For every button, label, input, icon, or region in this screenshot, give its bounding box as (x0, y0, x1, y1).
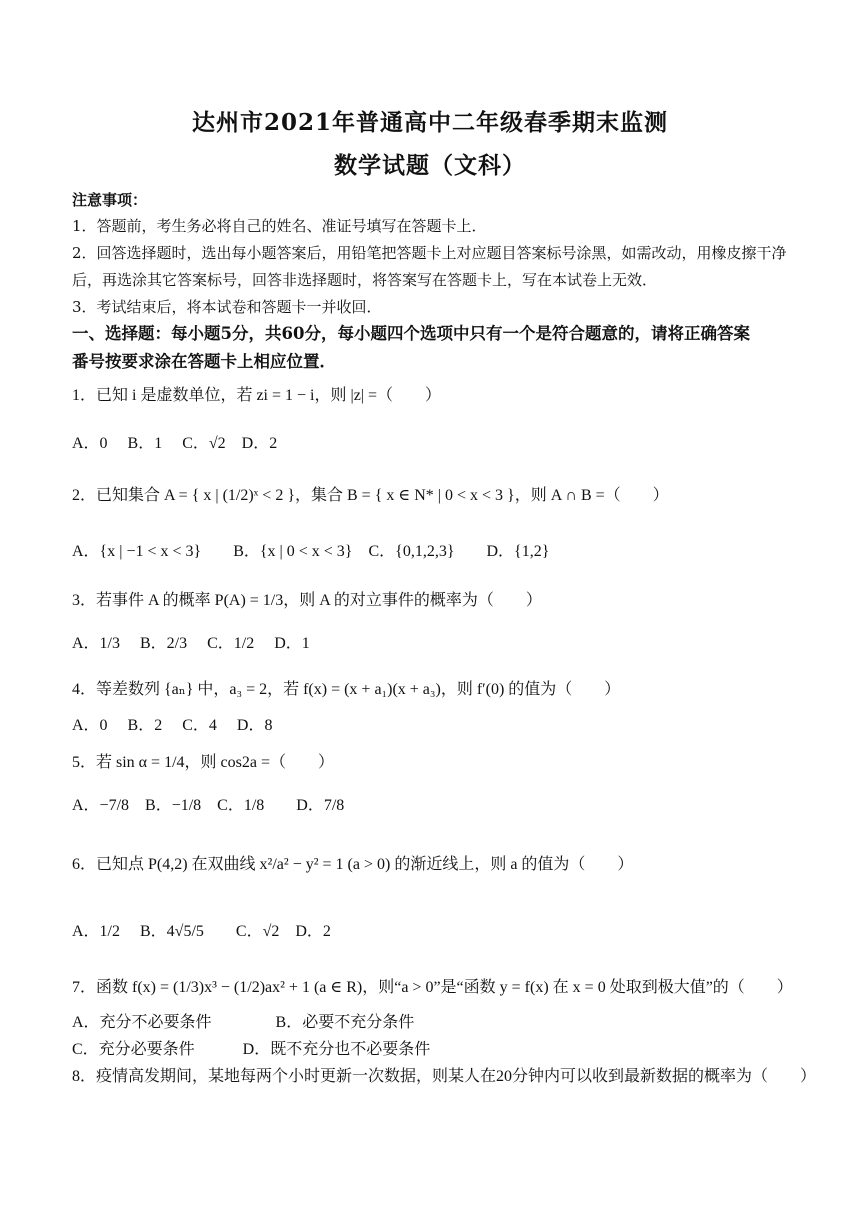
question-8-stem: 8．疫情高发期间，某地每两个小时更新一次数据，则某人在20分钟内可以收到最新数据的概率为（ ） (72, 1068, 817, 1085)
question-7-stem: 7．函数 f(x) = (1/3)x³ − (1/2)ax² + 1 (a ∈ R)，则“a > 0”是“函数 y = f(x) 在 x = 0 处取到极大值”的（ ） (72, 979, 793, 996)
question-3-options: A．1/3 B．2/3 C．1/2 D．1 (72, 635, 310, 652)
notice-item-2-cont: 后，再选涂其它答案标号，回答非选择题时，将答案写在答题卡上，写在本试卷上无效． (72, 271, 658, 289)
notice-item-1: 1．答题前，考生务必将自己的姓名、准证号填写在答题卡上． (72, 217, 487, 235)
notice-item-3: 3．考试结束后，将本试卷和答题卡一并收回． (72, 298, 382, 316)
section-heading-cont: 番号按要求涂在答题卡上相应位置． (72, 352, 336, 371)
question-2-stem: 2．已知集合 A = { x | (1/2)ˣ < 2 }，集合 B = { x ∈ N* | 0 < x < 3 }，则 A ∩ B =（ ） (72, 487, 669, 504)
question-5-stem: 5．若 sin α = 1/4，则 cos2a =（ ） (72, 754, 334, 771)
question-6-options: A．1/2 B．4√5/5 C．√2 D．2 (72, 923, 331, 940)
question-4-options: A．0 B．2 C．4 D．8 (72, 717, 273, 734)
exam-subtitle: 数学试题（文科） (334, 152, 526, 179)
question-3-stem: 3．若事件 A 的概率 P(A) = 1/3，则 A 的对立事件的概率为（ ） (72, 592, 542, 609)
question-6-stem: 6．已知点 P(4,2) 在双曲线 x²/a² − y² = 1 (a > 0) 的渐近线上，则 a 的值为（ ） (72, 856, 634, 873)
question-1-options: A．0 B．1 C．√2 D．2 (72, 435, 278, 452)
question-7-options: A．充分不必要条件 B．必要不充分条件 (72, 1014, 415, 1031)
question-7-options-2: C．充分必要条件 D．既不充分也不必要条件 (72, 1041, 431, 1058)
question-5-options: A．−7/8 B．−1/8 C．1/8 D．7/8 (72, 797, 345, 814)
exam-title: 达州市2021年普通高中二年级春季期末监测 (191, 109, 668, 136)
question-4-stem: 4．等差数列 {aₙ} 中，a₃ = 2，若 f(x) = (x + a₁)(x + a₃)，则 f′(0) 的值为（ ） (72, 681, 621, 698)
question-2-options: A．{x | −1 < x < 3} B．{x | 0 < x < 3} C．{0,1,2,3} D．{1,2} (72, 543, 550, 560)
notice-heading: 注意事项： (72, 191, 148, 209)
section-heading: 一、选择题：每小题5分，共60分，每小题四个选项中只有一个是符合题意的，请将正确答案 (72, 324, 750, 343)
question-1-stem: 1．已知 i 是虚数单位，若 zi = 1 − i，则 |z| =（ ） (72, 387, 442, 404)
notice-item-2: 2．回答选择题时，选出每小题答案后，用铅笔把答题卡上对应题目答案标号涂黑，如需改动，用橡皮擦干净 (72, 244, 787, 262)
